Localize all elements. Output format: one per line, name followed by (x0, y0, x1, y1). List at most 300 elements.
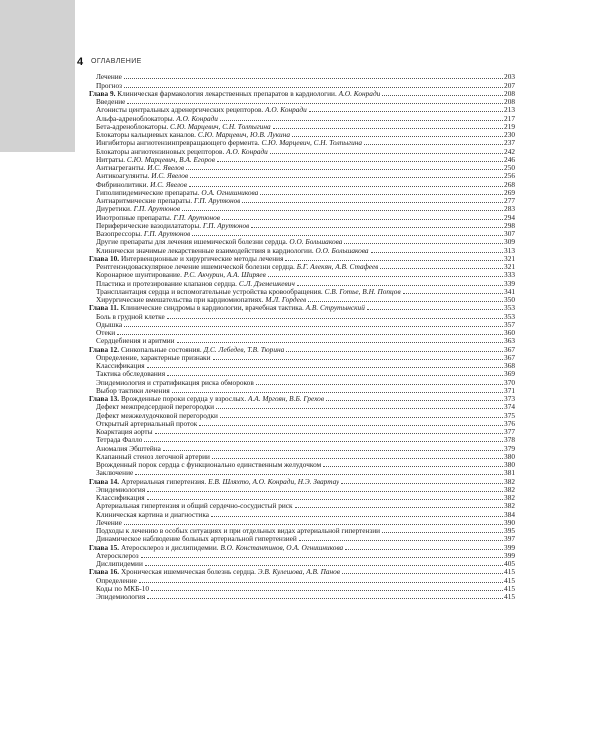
dot-leader (380, 268, 503, 269)
dot-leader (342, 573, 503, 574)
toc-entry-title (96, 172, 188, 180)
dot-leader (382, 95, 503, 96)
toc-entry-row[interactable] (89, 354, 515, 362)
entry-authors: В.О. Константинов, О.А. Огнишникова (220, 543, 344, 552)
toc-entry-title (89, 544, 343, 552)
entry-title-text: Лечение (96, 518, 122, 527)
toc-entry-row[interactable] (89, 205, 515, 213)
toc-entry-title (89, 346, 284, 354)
dot-leader (367, 309, 503, 310)
dot-leader (124, 326, 503, 327)
toc-entry-row[interactable] (89, 296, 515, 304)
page-ref: 369 (504, 369, 515, 379)
dot-leader (167, 318, 503, 319)
entry-title-text: Клиническая фармакология лекарственных препаратов в кардиологии. (117, 89, 337, 98)
dot-leader (292, 136, 503, 137)
entry-title-text: Врожденные пороки сердца у взрослых. (120, 395, 247, 403)
dot-leader (139, 582, 503, 583)
dot-leader (189, 186, 503, 187)
page-ref: 268 (504, 179, 515, 189)
entry-title-text: Одышка (96, 320, 123, 329)
toc-entry-row[interactable] (89, 238, 515, 246)
entry-title-text: Подходы к лечению в особых ситуациях и при отдельных видах артериальной гипертензии (96, 527, 381, 535)
entry-authors: О.О. Большакова (289, 238, 343, 247)
dot-leader (163, 450, 503, 451)
page-ref: 395 (504, 526, 515, 535)
dot-leader (147, 499, 503, 500)
entry-title-text: Введение (96, 98, 126, 106)
toc-entry-row[interactable] (89, 494, 515, 502)
entry-title-text: Клинические синдромы в кардиологии, врачебная тактика. (120, 304, 304, 313)
chapter-number: Глава 9. (89, 89, 116, 98)
page-ref: 363 (504, 336, 515, 346)
dot-leader (172, 392, 503, 393)
toc-entry-row[interactable] (89, 312, 515, 320)
page-ref: 405 (504, 559, 515, 568)
toc-entry-title (96, 321, 122, 329)
dot-leader (268, 276, 503, 277)
toc-entry-title (96, 329, 115, 337)
toc-entry-title (96, 197, 240, 205)
toc-entry-title (96, 494, 145, 502)
page-ref: 313 (504, 245, 515, 255)
toc-entry-title (96, 263, 378, 271)
toc-entry-row[interactable] (89, 519, 515, 527)
page-ref: 415 (504, 567, 515, 577)
toc-entry-title (96, 362, 145, 370)
page-ref: 380 (504, 460, 515, 469)
entry-title-text: Классификация (96, 362, 145, 370)
page-ref: 373 (504, 394, 515, 403)
dot-leader (222, 219, 503, 220)
entry-authors: А.О. Конради (338, 89, 381, 98)
dot-leader (364, 144, 503, 145)
toc-entry-row[interactable] (89, 378, 515, 386)
dot-leader (141, 557, 503, 558)
toc-entry-title (96, 560, 143, 568)
page-ref: 380 (504, 451, 515, 461)
toc-chapter-row[interactable] (89, 90, 515, 98)
page-ref: 371 (504, 385, 515, 395)
dot-leader (382, 532, 503, 533)
page-ref: 353 (504, 303, 515, 313)
dot-leader (270, 153, 503, 154)
toc-entry-row[interactable] (89, 420, 515, 428)
toc-entry-title (96, 420, 197, 428)
page-ref: 237 (504, 138, 515, 148)
toc-entry-title (89, 478, 339, 486)
toc-entry-row[interactable] (89, 444, 515, 452)
dot-leader (213, 359, 504, 360)
entry-title-text: Ингибиторы ангиотензинпревращающего фермента. (96, 139, 260, 148)
entry-title-text: Антиаритмические препараты. (96, 197, 193, 205)
dot-leader (345, 549, 503, 550)
entry-title-text: Коронарное шунтирование. (96, 271, 182, 280)
toc-entry-row[interactable] (89, 222, 515, 230)
toc-entry-row[interactable] (89, 535, 515, 543)
toc-entry-title (96, 552, 139, 560)
entry-title-text: Лечение (96, 73, 122, 82)
toc-entry-title (96, 535, 297, 543)
entry-title-text: Диуретики. (96, 205, 132, 214)
toc-entry-row[interactable] (89, 453, 515, 461)
toc-entry-title (96, 280, 295, 288)
dot-leader (341, 483, 503, 484)
toc-entry-row[interactable] (89, 461, 515, 469)
entry-title-text: Атеросклероз и дислипидемии. (120, 543, 219, 552)
entry-title-text: Определение, характерные признаки (96, 353, 211, 362)
chapter-number: Глава 15. (89, 543, 120, 552)
entry-title-text: Хирургические вмешательства при кардиомиопатиях. (96, 296, 264, 304)
toc-entry-title (96, 469, 133, 477)
toc-entry-row[interactable] (89, 585, 515, 593)
dot-leader (220, 120, 503, 121)
toc-entry-row[interactable] (89, 123, 515, 131)
entry-authors: С.Ю. Марцевич, С.Н. Толпыгина (261, 139, 363, 148)
dot-leader (147, 367, 503, 368)
entry-authors: Г.П. Арутюнов (173, 213, 220, 222)
page-ref: 208 (504, 88, 515, 98)
dot-leader (145, 565, 503, 566)
dot-leader (216, 408, 503, 409)
toc-chapter-row[interactable] (89, 304, 515, 312)
toc-entry-row[interactable] (89, 98, 515, 106)
dot-leader (212, 458, 503, 459)
toc-entry-title (96, 370, 165, 378)
toc-entry-title (96, 82, 122, 90)
page-ref: 283 (504, 204, 515, 214)
chapter-number: Глава 13. (89, 395, 120, 403)
toc-entry-row[interactable] (89, 593, 515, 601)
toc-entry-row[interactable] (89, 321, 515, 329)
toc-entry-row[interactable] (89, 469, 515, 477)
page-ref: 397 (504, 534, 515, 544)
entry-title-text: Блокаторы ангиотензиновых рецепторов. (96, 147, 225, 156)
toc-entry-title (96, 205, 180, 213)
toc-entry-title (96, 354, 211, 362)
toc-entry-row[interactable] (89, 436, 515, 444)
toc-entry-row[interactable] (89, 213, 515, 221)
toc-entry-row[interactable] (89, 164, 515, 172)
toc-entry-row[interactable] (89, 560, 515, 568)
page-ref: 246 (504, 154, 515, 164)
chapter-number: Глава 14. (89, 477, 120, 486)
dot-leader (260, 194, 503, 195)
toc-entry-title (96, 403, 214, 411)
toc-entry-row[interactable] (89, 527, 515, 535)
toc-entry-title (89, 90, 380, 98)
toc-entry-title (96, 106, 307, 114)
chapter-number: Глава 10. (89, 254, 120, 263)
toc-entry-row[interactable] (89, 172, 515, 180)
entry-title-text: Бета-адреноблокаторы. (96, 122, 169, 131)
toc-entry-title (96, 115, 218, 123)
page-ref: 333 (504, 270, 515, 280)
page-ref: 382 (504, 484, 515, 494)
toc-entry-title (96, 156, 215, 164)
toc-entry-title (96, 445, 161, 453)
page-ref: 374 (504, 402, 515, 412)
page-ref: 230 (504, 130, 515, 139)
entry-authors: А.В. Струтынский (305, 304, 365, 313)
toc-entry-title (96, 222, 249, 230)
toc-entry-row[interactable] (89, 387, 515, 395)
entry-authors: Б.Г. Алекян, А.В. Стафеев (296, 263, 379, 271)
toc-entry-row[interactable] (89, 271, 515, 279)
entry-title-text: Гиполипидемические препараты. (96, 188, 200, 197)
entry-title-text: Эпидемиология (96, 593, 146, 601)
dot-leader (124, 87, 503, 88)
toc-entry-row[interactable] (89, 156, 515, 164)
entry-authors: С.Ю. Марцевич, С.Н. Толпыгина (170, 122, 271, 131)
dot-leader (124, 524, 503, 525)
entry-title-text: Альфа-адреноблокаторы. (96, 114, 175, 123)
toc-chapter-row[interactable] (89, 477, 515, 485)
entry-title-text: Артериальная гипертензия и общий сердечно-сосудистый риск (96, 502, 293, 511)
running-header: ОГЛАВЛЕНИЕ (91, 58, 142, 65)
page-ref: 367 (504, 344, 515, 354)
toc-entry-title (96, 214, 220, 222)
entry-authors: О.А. Огнишникова (201, 188, 259, 197)
toc-chapter-row[interactable] (89, 543, 515, 551)
entry-title-text: Эпидемиология и стратификация риска обмороков (96, 378, 254, 387)
toc-entry-row[interactable] (89, 502, 515, 510)
toc-entry-row[interactable] (89, 279, 515, 287)
entry-authors: А.О. Конради (176, 114, 218, 123)
page-ref: 382 (504, 476, 515, 486)
entry-authors: О.О. Большакова (315, 246, 369, 255)
entry-title-text: Синкопальные состояния. (120, 345, 202, 354)
toc-entry-row[interactable] (89, 329, 515, 337)
toc-entry-row[interactable] (89, 197, 515, 205)
page-ref: 321 (504, 253, 515, 263)
page-ref: 382 (504, 501, 515, 511)
toc-entry-row[interactable] (89, 510, 515, 518)
toc-entry-row[interactable] (89, 139, 515, 147)
dot-leader (144, 441, 503, 442)
page-ref: 415 (504, 583, 515, 593)
entry-title-text: Рентгенэндоваскулярное лечение ишемической болезни сердца. (96, 263, 295, 271)
toc-entry-title (96, 73, 122, 81)
entry-authors: Э.В. Кулешова, А.В. Панов (257, 568, 340, 577)
page-ref: 382 (504, 493, 515, 502)
page-ref: 376 (504, 418, 515, 428)
dot-leader (309, 111, 503, 112)
toc-entry-row[interactable] (89, 147, 515, 155)
toc-entry-row[interactable] (89, 230, 515, 238)
entry-authors: С.В. Готье, В.Н. Попцов (324, 287, 401, 296)
entry-title-text: Коды по МКБ-10 (96, 584, 150, 593)
page-ref: 298 (504, 220, 515, 230)
toc-chapter-row[interactable] (89, 345, 515, 353)
dot-leader (251, 227, 503, 228)
toc-entry-title (96, 131, 290, 139)
entry-title-text: Аномалия Эбштейна (96, 444, 161, 453)
toc-entry-row[interactable] (89, 114, 515, 122)
page-ref: 375 (504, 410, 515, 420)
toc-entry-row[interactable] (89, 576, 515, 584)
toc-entry-row[interactable] (89, 403, 515, 411)
toc-entry-title (96, 436, 142, 444)
dot-leader (199, 425, 503, 426)
page-ref: 256 (504, 171, 515, 181)
entry-title-text: Отеки (96, 329, 116, 337)
toc-entry-title (96, 98, 125, 106)
page-ref: 250 (504, 163, 515, 172)
toc-entry-row[interactable] (89, 263, 515, 271)
toc-entry-title (96, 502, 293, 510)
entry-authors: Г.П. Арутюнов (143, 230, 191, 238)
chapter-number: Глава 16. (89, 568, 120, 577)
entry-title-text: Антикоагулянты. (96, 172, 150, 181)
toc-entry-title (96, 486, 145, 494)
toc-entry-title (96, 238, 342, 246)
toc-entry-title (89, 304, 365, 312)
chapter-number: Глава 12. (89, 345, 120, 354)
dot-leader (124, 78, 503, 79)
toc-entry-row[interactable] (89, 246, 515, 254)
entry-title-text: Определение (96, 576, 137, 585)
page-ref: 415 (504, 575, 515, 585)
toc-entry-row[interactable] (89, 362, 515, 370)
table-of-contents (89, 73, 515, 601)
toc-entry-title (96, 288, 401, 296)
toc-entry-title (96, 181, 187, 189)
entry-authors: И.С. Явелов (151, 172, 189, 181)
toc-entry-title (96, 519, 122, 527)
toc-entry-row[interactable] (89, 486, 515, 494)
entry-title-text: Фибринолитики. (96, 180, 149, 189)
toc-entry-title (96, 247, 369, 255)
page-ref: 219 (504, 121, 515, 131)
page-ref: 309 (504, 237, 515, 247)
toc-entry-title (96, 189, 258, 197)
page-ref: 207 (504, 80, 515, 90)
entry-title-text: Периферические вазодилататоры. (96, 221, 202, 230)
entry-title-text: Инотропные препараты. (96, 213, 172, 222)
page-ref: 357 (504, 319, 515, 329)
side-tab-marker (0, 0, 75, 152)
page-ref: 378 (504, 435, 515, 445)
toc-entry-title (89, 255, 283, 263)
page-ref: 217 (504, 113, 515, 123)
toc-entry-row[interactable] (89, 370, 515, 378)
dot-leader (297, 285, 503, 286)
toc-entry-title (96, 585, 149, 593)
entry-title-text: Интервенционные и хирургические методы лечения (120, 254, 284, 263)
entry-title-text: Клиническая картина и диагностика (96, 510, 210, 519)
entry-title-text: Пластика и протезирование клапанов сердца. (96, 279, 237, 288)
dot-leader (151, 590, 503, 591)
page-ref: 390 (504, 517, 515, 527)
dot-leader (177, 342, 503, 343)
toc-entry-row[interactable] (89, 288, 515, 296)
page-ref: 242 (504, 146, 515, 156)
toc-entry-title (96, 123, 271, 131)
toc-entry-title (96, 511, 209, 519)
dot-leader (299, 540, 503, 541)
entry-authors: Р.С. Акчурин, А.А. Ширяев (183, 271, 266, 280)
entry-title-text: Боль в грудной клетке (96, 312, 165, 321)
page-ref: 277 (504, 196, 515, 205)
toc-entry-row[interactable] (89, 73, 515, 81)
dot-leader (117, 334, 503, 335)
toc-entry-row[interactable] (89, 411, 515, 419)
dot-leader (242, 202, 503, 203)
page-ref: 339 (504, 278, 515, 288)
page-ref: 415 (504, 592, 515, 601)
entry-authors: Г.П. Арутюнов (133, 205, 181, 214)
page-ref: 384 (504, 509, 515, 519)
entry-title-text: Дефект межжелудочковой перегородки (96, 411, 218, 420)
toc-chapter-row[interactable] (89, 395, 515, 403)
toc-entry-row[interactable] (89, 106, 515, 114)
dot-leader (167, 375, 503, 376)
toc-chapter-row[interactable] (89, 568, 515, 576)
entry-title-text: Открытый артериальный проток (96, 419, 198, 428)
dot-leader (186, 169, 503, 170)
entry-title-text: Другие препараты для лечения ишемической болезни сердца. (96, 238, 288, 247)
page-ref: 307 (504, 229, 515, 238)
toc-chapter-row[interactable] (89, 255, 515, 263)
entry-title-text: Заключение (96, 469, 134, 478)
entry-authors: А.О. Конради (226, 147, 268, 156)
toc-entry-title (96, 527, 380, 535)
entry-title-text: Дислипидемии (96, 560, 143, 568)
dot-leader (295, 507, 503, 508)
toc-entry-title (96, 148, 268, 156)
dot-leader (344, 243, 503, 244)
page-ref: 269 (504, 187, 515, 197)
dot-leader (308, 301, 503, 302)
page-ref: 367 (504, 352, 515, 362)
toc-entry-row[interactable] (89, 337, 515, 345)
entry-title-text: Тактика обследования (96, 370, 166, 379)
toc-entry-row[interactable] (89, 180, 515, 188)
dot-leader (135, 474, 503, 475)
page-ref: 368 (504, 361, 515, 370)
toc-entry-row[interactable] (89, 428, 515, 436)
entry-title-text: Агонисты центральных адренергических рецепторов. (96, 106, 264, 115)
toc-entry-title (96, 387, 170, 395)
page-ref: 399 (504, 542, 515, 552)
dot-leader (323, 466, 503, 467)
page-number: 4 (77, 56, 84, 68)
toc-entry-row[interactable] (89, 552, 515, 560)
dot-leader (256, 384, 503, 385)
entry-authors: И.С. Явелов (147, 164, 184, 172)
toc-entry-row[interactable] (89, 189, 515, 197)
toc-entry-title (96, 577, 137, 585)
entry-authors: Г.П. Арутюнов (202, 221, 250, 230)
entry-title-text: Антиагреганты. (96, 164, 146, 172)
entry-title-text: Эпидемиология (96, 485, 146, 494)
toc-entry-title (96, 164, 184, 172)
entry-title-text: Артериальная гипертензия. (120, 477, 207, 486)
toc-entry-title (96, 412, 218, 420)
entry-title-text: Блокаторы кальциевых каналов. (96, 131, 197, 139)
dot-leader (273, 128, 503, 129)
toc-entry-title (96, 271, 266, 279)
toc-entry-row[interactable] (89, 81, 515, 89)
entry-authors: Е.В. Шляхто, А.О. Конради, Н.Э. Звартау (208, 477, 340, 486)
entry-title-text: Динамическое наблюдение больных артериальной гипертензией (96, 535, 297, 544)
page-ref: 350 (504, 295, 515, 304)
toc-entry-row[interactable] (89, 131, 515, 139)
toc-entry-title (96, 139, 362, 147)
page-ref: 370 (504, 377, 515, 387)
dot-leader (190, 177, 503, 178)
